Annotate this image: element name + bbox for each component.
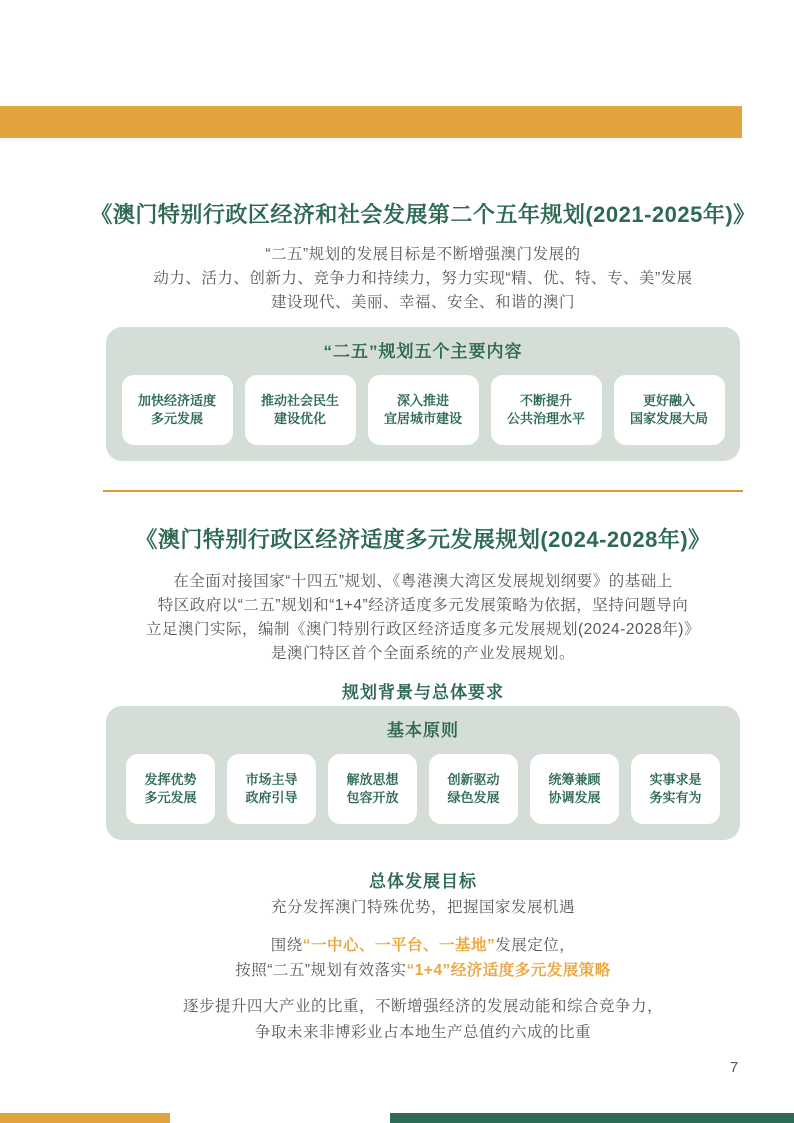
plan1-intro-line2: 动力、活力、创新力、竞争力和持续力，努力实现“精、优、特、专、美”发展 — [153, 270, 693, 287]
goal-line-4: 逐步提升四大产业的比重，不断增强经济的发展动能和综合竞争力， — [182, 998, 663, 1015]
basic-principles-heading: 基本原则 — [387, 721, 459, 740]
content-card-2 — [245, 375, 356, 445]
five-contents-box — [106, 327, 740, 461]
content-card-5-line2: 国家发展大局 — [629, 411, 708, 426]
plan-title-2021-2025: 《澳门特别行政区经济和社会发展第二个五年规划(2021-2025年)》 — [90, 202, 756, 227]
content-column — [52, 0, 794, 1046]
principle-card-4-line1: 创新驱动 — [447, 772, 500, 787]
principle-card-5-line1: 统筹兼顾 — [548, 772, 601, 787]
principle-card-2-line2: 政府引导 — [245, 790, 298, 805]
principle-card-3-line1: 解放思想 — [346, 772, 399, 787]
five-contents-card-row — [121, 375, 725, 445]
principle-card-1-line1: 发挥优势 — [144, 772, 197, 787]
plan1-intro-paragraph — [52, 243, 794, 315]
content-card-5 — [614, 375, 725, 445]
principle-card-2 — [227, 754, 316, 824]
goal-line-3-pre: 按照“二五”规划有效落实 — [235, 962, 407, 979]
content-card-1 — [122, 375, 233, 445]
bottom-accent-bar-orange — [0, 1113, 170, 1123]
plan2-intro-line1: 在全面对接国家“十四五”规划、《粤港澳大湾区发展规划纲要》的基础上 — [173, 573, 673, 590]
principle-card-4-line2: 绿色发展 — [447, 790, 500, 805]
bottom-accent-bar-green — [390, 1113, 794, 1123]
principle-card-6-line2: 务实有为 — [649, 790, 702, 805]
page-number: 7 — [729, 1059, 739, 1076]
plan2-intro-paragraph — [52, 570, 794, 666]
goal-line-3-highlight: “1+4”经济适度多元发展策略 — [406, 962, 611, 979]
section-divider — [103, 490, 743, 492]
principle-card-5 — [530, 754, 619, 824]
goal-line-3 — [52, 958, 794, 983]
plan2-intro-line2: 特区政府以“二五”规划和“1+4”经济适度多元发展策略为依据，坚持问题导向 — [157, 597, 689, 614]
plan2-intro-line4: 是澳门特区首个全面系统的产业发展规划。 — [270, 645, 575, 662]
goal-line-2-pre: 围绕 — [270, 937, 303, 954]
principle-card-5-line2: 协调发展 — [548, 790, 601, 805]
principle-card-1 — [126, 754, 215, 824]
background-heading: 规划背景与总体要求 — [342, 683, 504, 702]
content-card-4 — [491, 375, 602, 445]
goal-line-1: 充分发挥澳门特殊优势，把握国家发展机遇 — [270, 899, 575, 916]
principle-card-2-line1: 市场主导 — [245, 772, 298, 787]
principle-card-3 — [328, 754, 417, 824]
basic-principles-box — [106, 706, 740, 840]
content-card-2-line2: 建设优化 — [273, 411, 326, 426]
overall-goal-heading: 总体发展目标 — [369, 872, 477, 891]
goal-positioning-paragraph — [52, 933, 794, 983]
principle-card-6-line1: 实事求是 — [649, 772, 702, 787]
principle-card-6 — [631, 754, 720, 824]
plan-title-2024-2028: 《澳门特别行政区经济适度多元发展规划(2024-2028年)》 — [135, 527, 711, 552]
plan1-intro-line3: 建设现代、美丽、幸福、安全、和谐的澳门 — [270, 294, 575, 311]
content-card-2-line1: 推动社会民生 — [260, 393, 339, 408]
content-card-3-line2: 宜居城市建设 — [383, 411, 462, 426]
content-card-1-line1: 加快经济适度 — [137, 393, 216, 408]
principle-card-1-line2: 多元发展 — [144, 790, 197, 805]
content-card-3-line1: 深入推进 — [396, 393, 449, 408]
principle-card-4 — [429, 754, 518, 824]
goal-line-2-highlight: “一中心、一平台、一基地” — [302, 937, 496, 954]
content-card-3 — [368, 375, 479, 445]
goal-line-5: 争取未来非博彩业占本地生产总值约六成的比重 — [254, 1024, 591, 1041]
principles-card-row — [121, 754, 725, 824]
content-card-4-line2: 公共治理水平 — [506, 411, 585, 426]
content-card-1-line2: 多元发展 — [150, 411, 203, 426]
goal-line-2 — [52, 933, 794, 958]
plan1-intro-line1: “二五”规划的发展目标是不断增强澳门发展的 — [265, 246, 581, 263]
five-contents-heading: “二五”规划五个主要内容 — [323, 342, 523, 361]
plan2-intro-line3: 立足澳门实际，编制《澳门特别行政区经济适度多元发展规划(2024-2028年)》 — [146, 621, 700, 638]
goal-line-2-post: 发展定位， — [495, 937, 576, 954]
content-card-5-line1: 更好融入 — [642, 393, 695, 408]
principle-card-3-line2: 包容开放 — [346, 790, 399, 805]
content-card-4-line1: 不断提升 — [519, 393, 572, 408]
goal-industry-paragraph — [52, 994, 794, 1046]
